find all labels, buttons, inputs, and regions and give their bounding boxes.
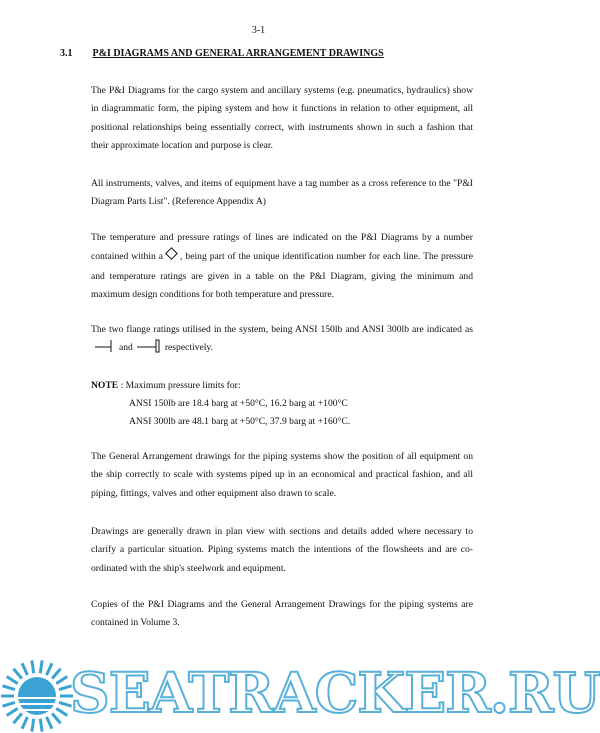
paragraph-drawings: Drawings are generally drawn in plan view with sections and details added where necessary to clarify a particular situation. Piping systems match the intentions of the flowsheets and are co-ordinated with the ship's steelwork and equipment.: [91, 526, 473, 574]
note-line-150: ANSI 150lb are 18.4 barg at +50°C, 16.2 barg at +100°C: [129, 398, 348, 409]
flange-150-symbol-icon: [93, 339, 117, 360]
paragraph-tag-numbers: All instruments, valves, and items of equipment have a tag number as a cross reference to the "P&I Diagram Parts List". (Reference Appendix A): [91, 178, 473, 208]
section-number: 3.1: [60, 48, 73, 59]
watermark-text: SEATRACKER.RU: [70, 660, 600, 725]
flange-and: and: [119, 342, 133, 354]
note-block: [91, 377, 241, 395]
sun-ray: [56, 677, 67, 684]
flange-respectively: respectively.: [164, 342, 213, 354]
ratings-text-after: , being part of the unique identification number for each line. The pressure and temperature ratings are given in a table on the P&I Diagram, giving the minimum and maximum design conditions for both temperature and pressure.: [91, 251, 473, 300]
sun-ray: [2, 702, 14, 706]
sun-ray: [47, 663, 52, 675]
sun-ray: [7, 677, 18, 684]
sun-ray: [7, 708, 18, 715]
sun-ray: [2, 686, 14, 690]
note-line-300: ANSI 300lb are 48.1 barg at +50°C, 37.9 barg at +160°C.: [129, 416, 351, 427]
section-heading: [60, 48, 384, 59]
flange-300-symbol-icon: [135, 339, 163, 360]
page-number: 3-1: [251, 25, 266, 36]
paragraph-copies: Copies of the P&I Diagrams and the General Arrangement Drawings for the piping systems are contained in Volume 3.: [91, 599, 473, 629]
section-title: P&I DIAGRAMS AND GENERAL ARRANGEMENT DRAWINGS: [92, 48, 384, 59]
sun-ray: [40, 660, 42, 673]
paragraph-intro: The P&I Diagrams for the cargo system and ancillary systems (e.g. pneumatics, hydraulics) show in diagrammatic form, the piping system and how it functions in relation to other equipment, all positional relationships being essentially correct, with instruments shown in such a fashion that their approximate location and purpose is clear.: [91, 85, 473, 151]
sun-ray: [56, 708, 67, 715]
note-intro: : Maximum pressure limits for:: [120, 380, 241, 391]
flange-text-line1: The two flange ratings utilised in the system, being ANSI 150lb and ANSI 300lb are: [91, 324, 424, 335]
diamond-symbol-icon: [165, 247, 178, 267]
paragraph-general-arrangement: The General Arrangement drawings for the piping systems show the position of all equipment on the ship correctly to scale with systems piped up in an economical and practical fashion, and all piping, fittings, valves and other equipment also drawn to scale.: [91, 451, 473, 499]
paragraph-ratings: [91, 229, 473, 304]
sun-ray: [40, 719, 42, 732]
sun-ray: [32, 660, 34, 673]
flange-indicated-as: indicated as: [426, 324, 473, 335]
sun-ray: [22, 663, 27, 675]
sun-ray: [52, 713, 61, 723]
ratings-text-before: The temperature and pressure ratings of lines are indicated on the P&I Diagrams by a number contained within a: [91, 232, 473, 263]
note-label: NOTE: [91, 380, 119, 391]
sun-ray: [13, 669, 22, 679]
sun-ray: [52, 669, 61, 679]
sun-ray: [32, 719, 34, 732]
sun-ray: [22, 717, 27, 729]
sun-ray: [47, 717, 52, 729]
sun-ray: [13, 713, 22, 723]
paragraph-flange: [91, 321, 473, 361]
